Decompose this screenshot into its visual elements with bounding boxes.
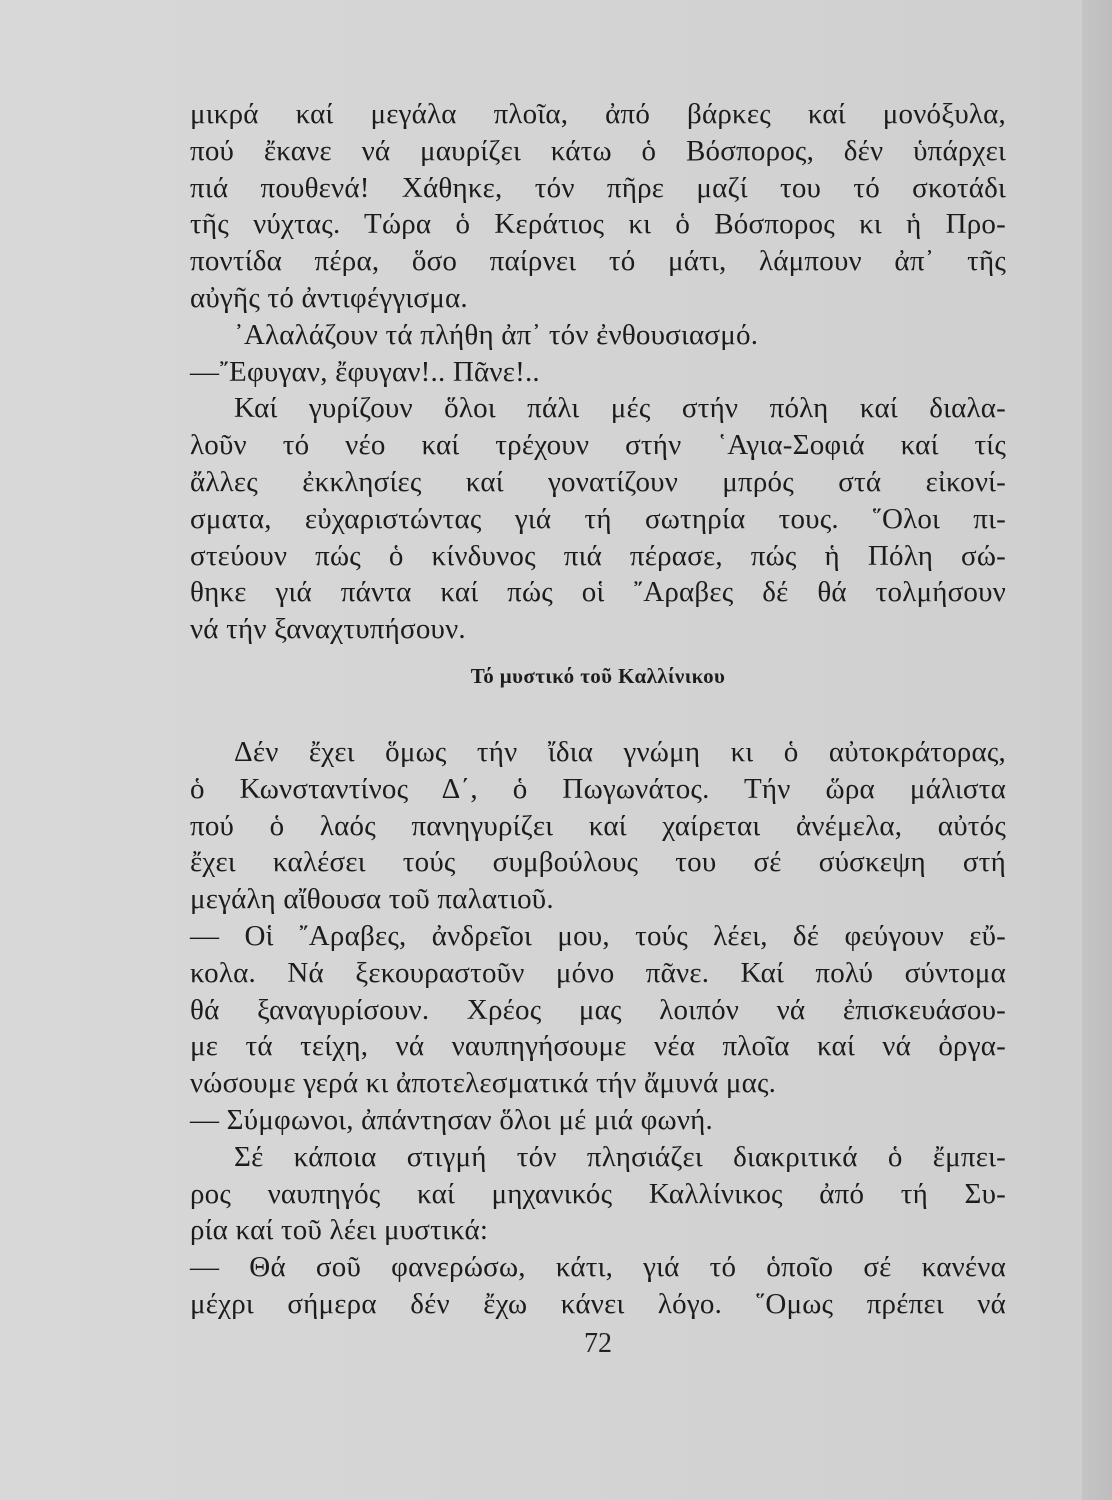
text-line: μέχρι σήμερα δέν ἔχω κάνει λόγο. ῞Ομως πρέπει νά (190, 1287, 1006, 1320)
text-line: ᾿Αλαλάζουν τά πλήθη ἀπ᾽ τόν ἐνθουσιασμό. (234, 318, 759, 351)
text-line: με τά τείχη, νά ναυπηγήσουμε νέα πλοῖα καί νά ὀργα- (190, 1030, 1006, 1063)
text-line: μεγάλη αἴθουσα τοῦ παλατιοῦ. (190, 883, 554, 916)
text-line: αὐγῆς τό ἀντιφέγγισμα. (190, 281, 468, 314)
section-title: Τό μυστικό τοῦ Καλλίνικου (470, 664, 726, 688)
text-line: ὁ Κωνσταντίνος Δ΄, ὁ Πωγωνάτος. Τήν ὥρα μάλιστα (190, 772, 1006, 805)
text-line: — Σύμφωνοι, ἀπάντησαν ὅλοι μέ μιά φωνή. (190, 1103, 713, 1136)
text-line: ἄλλες ἐκκλησίες καί γονατίζουν μπρός στά εἰκονί- (190, 465, 1006, 498)
text-line: νά τήν ξαναχτυπήσουν. (190, 613, 466, 646)
page-number: 72 (584, 1328, 612, 1359)
text-line: Δέν ἔχει ὅμως τήν ἴδια γνώμη κι ὁ αὐτοκράτορας, (234, 736, 1006, 768)
text-line: θά ξαναγυρίσουν. Χρέος μας λοιπόν νά ἐπισκευάσου- (190, 993, 1006, 1026)
text-line: πιά πουθενά! Χάθηκε, τόν πῆρε μαζί του τό σκοτάδι (190, 171, 1006, 204)
text-line: πού ἔκανε νά μαυρίζει κάτω ὁ Βόσπορος, δέν ὑπάρχει (190, 134, 1006, 167)
text-line: — Οἱ ῎Αραβες, ἀνδρεῖοι μου, τούς λέει, δέ φεύγουν εὔ- (190, 919, 1006, 952)
paragraph-block-2 (190, 734, 1006, 1323)
text-line: μικρά καί μεγάλα πλοῖα, ἀπό βάρκες καί μονόξυλα, (190, 98, 1006, 130)
text-line: ρία καί τοῦ λέει μυστικά: (190, 1214, 489, 1247)
text-line: πού ὁ λαός πανηγυρίζει καί χαίρεται ἀνέμελα, αὐτός (190, 809, 1006, 842)
text-line: τῆς νύχτας. Τώρα ὁ Κεράτιος κι ὁ Βόσπορος κι ἡ Προ- (190, 208, 1006, 241)
text-line: στεύουν πώς ὁ κίνδυνος πιά πέρασε, πώς ἡ Πόλη σώ- (190, 539, 1006, 572)
paragraph-block-1 (190, 96, 1006, 648)
text-line: νώσουμε γερά κι ἀποτελεσματικά τήν ἄμυνά μας. (190, 1067, 777, 1100)
text-line: λοῦν τό νέο καί τρέχουν στήν ῾Αγια-Σοφιά καί τίς (190, 429, 1006, 462)
text-line: —῎Εφυγαν, ἔφυγαν!.. Πᾶνε!.. (190, 355, 540, 388)
text-line: ἔχει καλέσει τούς συμβούλους του σέ σύσκεψη στή (190, 846, 1006, 879)
page-edge (1082, 0, 1112, 1500)
text-line: θηκε γιά πάντα καί πώς οἱ ῎Αραβες δέ θά τολμήσουν (190, 576, 1006, 609)
text-line: Σέ κάποια στιγμή τόν πλησιάζει διακριτικά ὁ ἔμπει- (234, 1140, 1006, 1173)
text-line: σματα, εὐχαριστώντας γιά τή σωτηρία τους. ῞Ολοι πι- (190, 502, 1006, 535)
text-line: Καί γυρίζουν ὅλοι πάλι μές στήν πόλη καί διαλα- (234, 392, 1006, 425)
text-line: ποντίδα πέρα, ὅσο παίρνει τό μάτι, λάμπουν ἀπ᾽ τῆς (190, 245, 1006, 278)
text-line: κολα. Νά ξεκουραστοῦν μόνο πᾶνε. Καί πολύ σύντομα (190, 956, 1006, 989)
text-line: — Θά σοῦ φανερώσω, κάτι, γιά τό ὁποῖο σέ κανένα (190, 1251, 1006, 1284)
text-line: ρος ναυπηγός καί μηχανικός Καλλίνικος ἀπό τή Συ- (190, 1177, 1006, 1210)
